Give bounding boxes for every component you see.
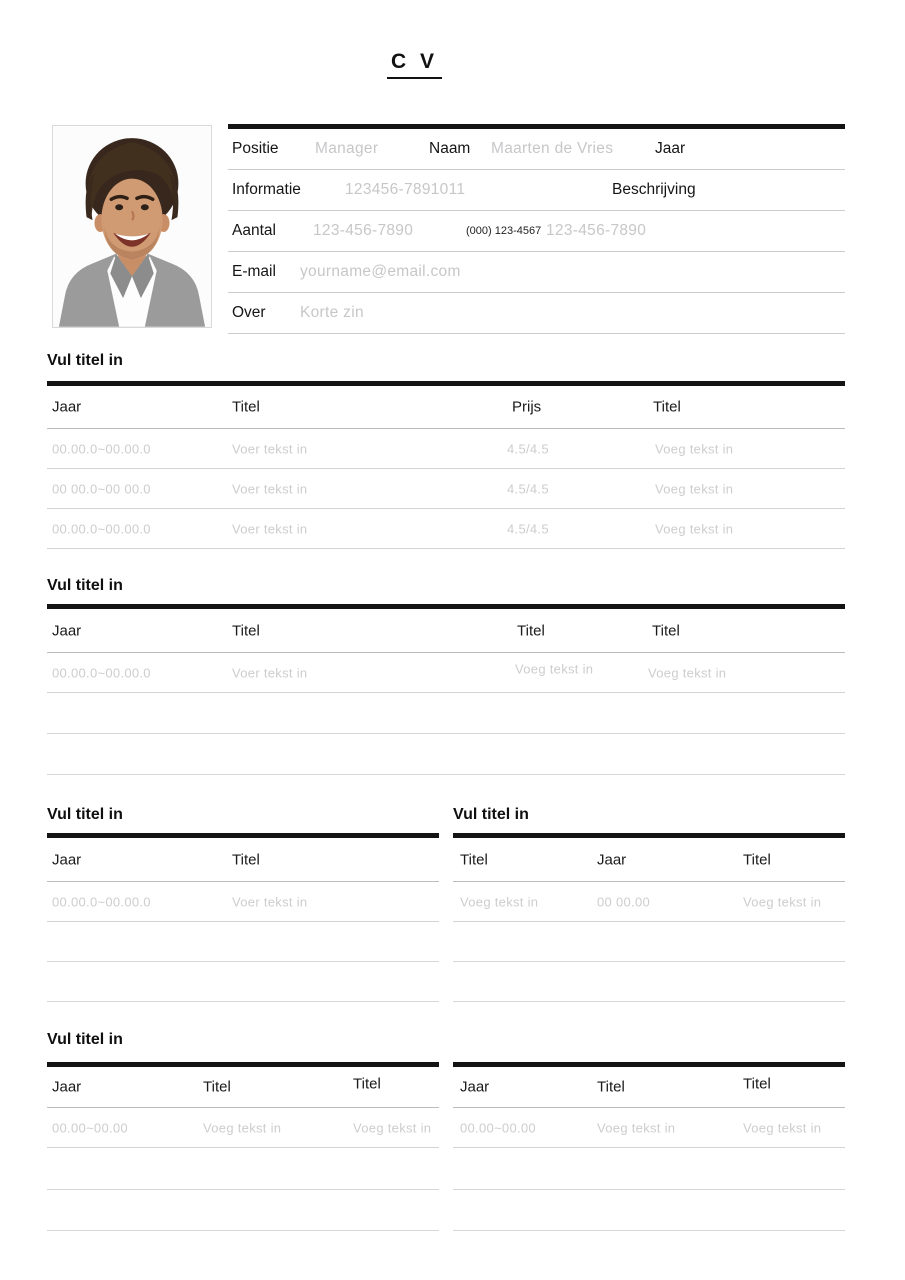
empty-row[interactable]: [453, 1148, 845, 1190]
section-3-header-row: [47, 838, 439, 882]
email-label: E-mail: [232, 263, 276, 280]
page-title-wrap: [0, 50, 905, 79]
section-2-heading: Vul titel in: [47, 577, 123, 594]
column-header: Titel: [652, 622, 680, 639]
column-header: Jaar: [52, 1078, 82, 1096]
column-header: Jaar: [52, 622, 82, 639]
aantal-value-small: (000) 123-4567: [466, 225, 542, 237]
table-row: [47, 1108, 439, 1148]
column-header: Titel: [203, 1078, 231, 1096]
email-field[interactable]: yourname@email.com: [300, 263, 461, 280]
field-placeholder[interactable]: 00.00.0~00.00.0: [52, 665, 151, 680]
empty-row[interactable]: [47, 1190, 439, 1231]
column-header: Titel: [460, 851, 488, 868]
column-header: Titel: [232, 622, 260, 639]
section-3: [47, 804, 439, 1002]
column-header: Titel: [653, 398, 681, 416]
aantal-field-2[interactable]: 123-456-7890: [546, 222, 647, 239]
field-placeholder[interactable]: Voer tekst in: [232, 894, 308, 909]
empty-row[interactable]: [453, 922, 845, 962]
section-6: [453, 1062, 845, 1231]
field-placeholder[interactable]: Voeg tekst in: [743, 894, 822, 909]
column-header: Prijs: [512, 398, 542, 416]
section-1-heading: Vul titel in: [47, 352, 123, 369]
field-placeholder[interactable]: Voeg tekst in: [515, 661, 594, 677]
section-4-header-row: [453, 838, 845, 882]
section-5-heading: Vul titel in: [47, 1031, 123, 1048]
empty-row[interactable]: [453, 1190, 845, 1231]
beschrijving-label: Beschrijving: [612, 181, 696, 198]
field-placeholder[interactable]: Voeg tekst in: [353, 1120, 432, 1135]
empty-row[interactable]: [47, 693, 845, 734]
column-header: Titel: [597, 1078, 625, 1096]
empty-row[interactable]: [47, 962, 439, 1002]
table-row: [47, 469, 845, 509]
naam-field[interactable]: Maarten de Vries: [491, 140, 614, 157]
field-placeholder[interactable]: 00.00~00.00: [52, 1120, 128, 1135]
field-placeholder[interactable]: 00.00.0~00.00.0: [52, 894, 151, 909]
field-placeholder[interactable]: Voeg tekst in: [203, 1120, 282, 1135]
aantal-label: Aantal: [232, 222, 276, 239]
table-row: [47, 653, 845, 693]
table-row: [47, 882, 439, 922]
section-4-heading: Vul titel in: [453, 806, 529, 823]
column-header: Jaar: [52, 851, 82, 868]
table-row: [453, 1108, 845, 1148]
field-placeholder[interactable]: Voeg tekst in: [743, 1120, 822, 1135]
table-row: [47, 509, 845, 549]
informatie-field[interactable]: 123456-7891011: [345, 181, 466, 198]
column-header: Jaar: [597, 851, 627, 868]
column-header: Jaar: [52, 398, 82, 416]
field-placeholder[interactable]: 00.00.0~00.00.0: [52, 521, 151, 536]
field-placeholder[interactable]: Voer tekst in: [232, 521, 308, 536]
column-header: Titel: [353, 1075, 381, 1093]
positie-field[interactable]: Manager: [315, 140, 379, 157]
naam-label: Naam: [429, 140, 471, 157]
section-4: [453, 804, 845, 1002]
field-placeholder[interactable]: Voeg tekst in: [655, 481, 734, 496]
profile-photo-image: [53, 126, 211, 327]
info-row-informatie: [228, 170, 845, 211]
field-placeholder[interactable]: 4.5/4.5: [507, 521, 549, 536]
positie-label: Positie: [232, 140, 279, 157]
field-placeholder[interactable]: 4.5/4.5: [507, 481, 549, 496]
section-2-header-row: [47, 609, 845, 653]
info-row-over: [228, 293, 845, 334]
field-placeholder[interactable]: 00.00~00.00: [460, 1120, 536, 1135]
info-row-positie-naam-jaar: [228, 129, 845, 170]
jaar-label: Jaar: [655, 140, 686, 157]
section-5-header-row: [47, 1067, 439, 1108]
info-row-aantal: [228, 211, 845, 252]
field-placeholder[interactable]: Voeg tekst in: [597, 1120, 676, 1135]
section-3-heading: Vul titel in: [47, 806, 123, 823]
info-row-email: [228, 252, 845, 293]
column-header: Titel: [517, 622, 545, 639]
field-placeholder[interactable]: Voer tekst in: [232, 441, 308, 456]
field-placeholder[interactable]: 00 00.0~00 00.0: [52, 481, 151, 496]
column-header: Titel: [232, 398, 260, 416]
column-header: Titel: [743, 1075, 771, 1093]
aantal-field-1[interactable]: 123-456-7890: [313, 222, 414, 239]
page-title: C V: [387, 50, 442, 79]
table-row: [453, 882, 845, 922]
over-label: Over: [232, 304, 266, 321]
column-header: Jaar: [460, 1078, 490, 1096]
section-1: [47, 350, 845, 549]
field-placeholder[interactable]: 00.00.0~00.00.0: [52, 441, 151, 456]
field-placeholder[interactable]: Voer tekst in: [232, 481, 308, 496]
field-placeholder[interactable]: Voeg tekst in: [460, 894, 539, 909]
informatie-label: Informatie: [232, 181, 301, 198]
column-header: Titel: [743, 851, 771, 868]
empty-row[interactable]: [47, 922, 439, 962]
field-placeholder[interactable]: 00 00.00: [597, 894, 651, 909]
field-placeholder[interactable]: Voeg tekst in: [655, 521, 734, 536]
field-placeholder[interactable]: Voeg tekst in: [648, 665, 727, 680]
field-placeholder[interactable]: 4.5/4.5: [507, 441, 549, 456]
column-header: Titel: [232, 851, 260, 868]
table-row: [47, 429, 845, 469]
section-6-header-row: [453, 1067, 845, 1108]
info-table: [228, 124, 845, 334]
over-field[interactable]: Korte zin: [300, 304, 364, 321]
empty-row[interactable]: [47, 1148, 439, 1190]
field-placeholder[interactable]: Voer tekst in: [232, 665, 308, 680]
section-5: [47, 1029, 439, 1231]
section-2: [47, 575, 845, 775]
empty-row[interactable]: [47, 734, 845, 775]
empty-row[interactable]: [453, 962, 845, 1002]
profile-photo[interactable]: [52, 125, 212, 328]
section-1-header-row: [47, 386, 845, 429]
field-placeholder[interactable]: Voeg tekst in: [655, 441, 734, 456]
